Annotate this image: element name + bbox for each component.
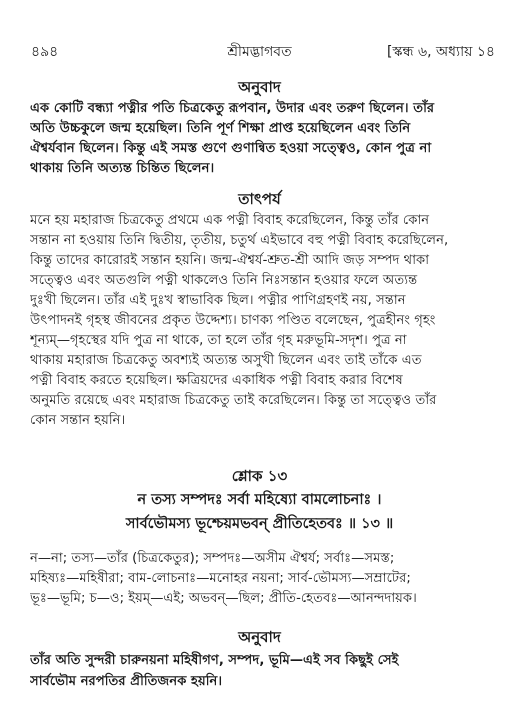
translation-line: ঐশ্বর্যবান ছিলেন। কিন্তু এই সমস্ত গুণে গুণান্বিত হওয়া সত্ত্বেও, কোন পুত্র না — [30, 141, 432, 156]
purport-line: শূন্যম্—গৃহস্থের যদি পুত্র না থাকে, তা হলে তাঁর গৃহ মরুভূমি-সদৃশ। পুত্র না — [30, 333, 407, 348]
synonyms-line: মহিষ্যঃ—মহিষীরা; বাম-লোচনাঃ—মনোহর নয়না; সার্ব-ভৌমস্য—সম্রাটের; — [30, 571, 411, 586]
page-number: ৪৯৪ — [31, 44, 59, 60]
translation-line: এক কোটি বন্ধ্যা পত্নীর পতি চিত্রকেতু রূপবান, উদার এবং তরুণ ছিলেন। তাঁর — [30, 101, 435, 116]
purport-line: উৎপাদনই গৃহস্থ জীবনের প্রকৃত উদ্দেশ্য। চাণক্য পণ্ডিত বলেছেন, পুত্রহীনং গৃহং — [30, 313, 436, 328]
purport-line: দুঃখী ছিলেন। তাঁর এই দুঃখ স্বাভাবিক ছিল। পত্নীর পাণিগ্রহণই নয়, সন্তান — [30, 293, 406, 308]
chapter-reference: [স্কন্ধ ৬, অধ্যায় ১৪ — [386, 44, 495, 60]
purport-line: থাকায় মহারাজ চিত্রকেতু অবশ্যই অত্যন্ত অসুখী ছিলেন এবং তাই তাঁকে এত — [30, 353, 422, 368]
purport-heading: তাৎপর্য — [238, 190, 281, 208]
running-title: শ্রীমদ্ভাগবত — [227, 44, 292, 60]
purport-line: অনুমতি রয়েছে এবং মহারাজ চিত্রকেতু তাই করেছিলেন। কিন্তু তা সত্ত্বেও তাঁর — [30, 393, 437, 408]
translation-line: থাকায় তিনি অত্যন্ত চিন্তিত ছিলেন। — [30, 161, 215, 176]
purport-line: মনে হয় মহারাজ চিত্রকেতু প্রথমে এক পত্নী বিবাহ করেছিলেন, কিন্তু তাঁর কোন — [30, 213, 430, 228]
verse-line: সার্বভৌমস্য ভূশ্চেয়মভবন্ প্রীতিহেতবঃ ॥ ১৩ ॥ — [125, 516, 394, 532]
purport-line: সন্তান না হওয়ায় তিনি দ্বিতীয়, তৃতীয়, চতুর্থ এইভাবে বহু পত্নী বিবাহ করেছিলেন, — [30, 233, 449, 248]
translation-heading: অনুবাদ — [238, 78, 281, 96]
verse-heading: শ্লোক ১৩ — [231, 467, 288, 485]
synonyms-line: ভূঃ—ভূমি; চ—ও; ইয়ম্—এই; অভবন্—ছিল; প্রীতি-হেতবঃ—আনন্দদায়ক। — [30, 591, 417, 606]
purport-line: পত্নী বিবাহ করতে হয়েছিল। ক্ষত্রিয়দের একাধিক পত্নী বিবাহ করার বিশেষ — [30, 373, 403, 388]
translation-heading: অনুবাদ — [238, 628, 281, 646]
translation-line: তাঁর অতি সুন্দরী চারুনয়না মহিষীগণ, সম্পদ, ভূমি—এই সব কিছুই সেই — [30, 653, 399, 668]
purport-line: কিন্তু তাদের কারোরই সন্তান হয়নি। জন্ম-ঐশ্বর্য-শ্রুত-শ্রী আদি জড় সম্পদ থাকা — [30, 253, 430, 268]
purport-line: সত্ত্বেও এবং অতগুলি পত্নী থাকলেও তিনি নিঃসন্তান হওয়ার ফলে অত্যন্ত — [30, 273, 418, 288]
verse-line: ন তস্য সম্পদঃ সর্বা মহিষ্যো বামলোচনাঃ । — [137, 492, 382, 508]
translation-line: সার্বভৌম নরপতির প্রীতিজনক হয়নি। — [30, 674, 223, 689]
synonyms-line: ন—না; তস্য—তাঁর (চিত্রকেতুর); সম্পদঃ—অসীম ঐশ্বর্য; সর্বাঃ—সমস্ত; — [30, 551, 395, 566]
translation-line: অতি উচ্চকুলে জন্ম হয়েছিল। তিনি পূর্ণ শিক্ষা প্রাপ্ত হয়েছিলেন এবং তিনি — [30, 121, 411, 136]
purport-line: কোন সন্তান হয়নি। — [30, 413, 126, 428]
